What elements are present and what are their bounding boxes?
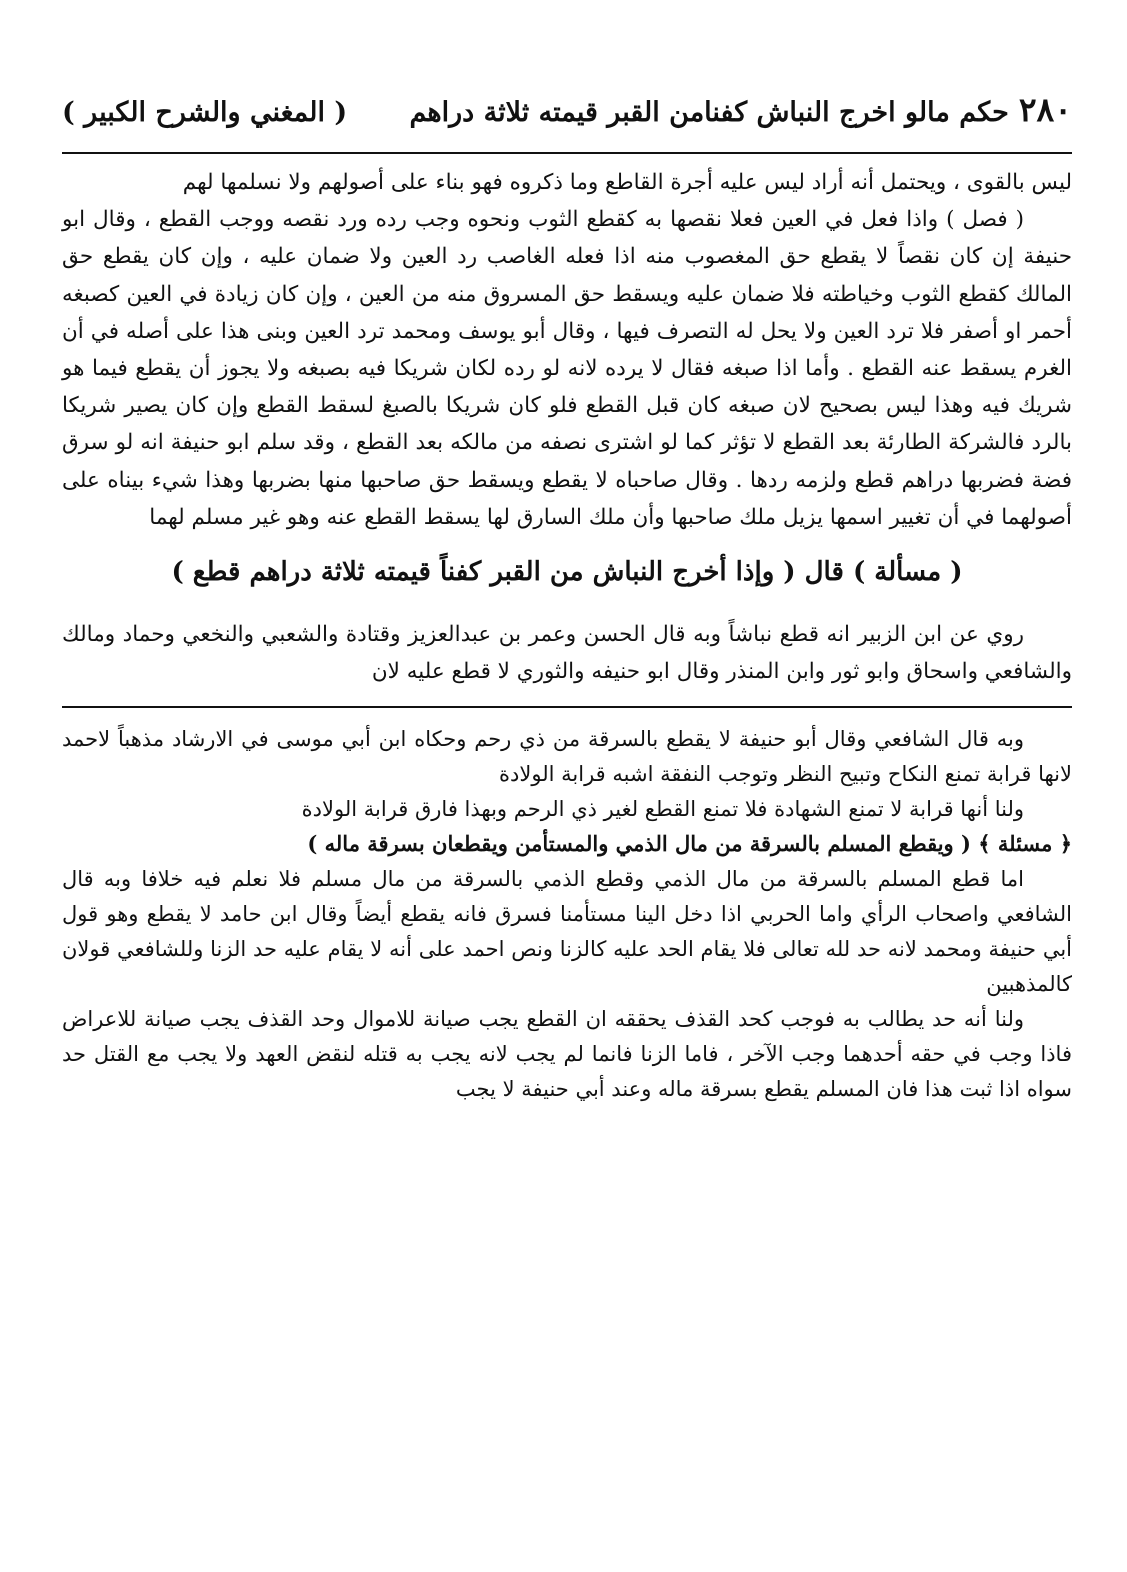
masala-paragraph: روي عن ابن الزبير انه قطع نباشاً وبه قال الحسن وعمر بن عبدالعزيز وقتادة والشعبي والنخعي وحماد ومالك والشافعي واسحاق وابو ثور وابن المنذر وقال ابو حنيفه والثوري لا قطع عليه لان	[62, 622, 1072, 685]
main-paragraph-1: ليس بالقوى ، ويحتمل أنه أراد ليس عليه أجرة القاطع وما ذكروه فهو بناء على أصولهم ولا نسلمها لهم	[182, 170, 1072, 195]
running-title: حكم مالو اخرج النباش كفنامن القبر قيمته ثلاثة دراهم	[409, 97, 1009, 128]
book-title: ( المغني والشرح الكبير )	[62, 97, 348, 128]
masala-heading: ( مسألة ) قال ( وإذا أخرج النباش من القبر كفناً قيمته ثلاثة دراهم قطع )	[171, 557, 963, 588]
fasl-paragraph: ( فصل ) واذا فعل في العين فعلا نقصها به كقطع الثوب ونحوه وجب رده ورد نقصه ووجب القطع ، وقال ابو حنيفة إن كان نقصاً لا يقطع حق المغصوب منه اذا فعله الغاصب رد العين ولا ضمان عليه ، وإن كان يقطع حق المالك كقطع الثوب وخياطته فلا ضمان عليه ويسقط حق المسروق منه من العين ، وإن كان زيادة في العين كصبغه أحمر او أصفر فلا ترد العين ولا يحل له التصرف فيها ، وقال أبو يوسف ومحمد ترد العين وبنى هذا على أصله في أن الغرم يسقط عنه القطع . وأما اذا صبغه فقال لا يرده لانه لو رده لكان شريكا فيه بصبغه ولا يجوز أن يقطع فيما هو شريك فيه وهذا ليس بصحيح لان صبغه كان قبل القطع فلو كان شريكا بالصبغ لسقط القطع وإن كان يصير شريكا بالرد فالشركة الطارئة بعد القطع لا تؤثر كما لو اشترى نصفه من مالكه بعد القطع ، وقد سلم ابو حنيفة انه لو سرق فضة فضربها دراهم قطع ولزمه ردها . وقال صاحباه لا يقطع ويسقط حق صاحبها منها بضربها وهذا شيء بيناه على أصولهما في أن تغيير اسمها يزيل ملك صاحبها وأن ملك السارق لها يسقط القطع عنه وهو غير مسلم لهما	[62, 207, 1072, 530]
book-page	[62, 90, 1072, 1106]
commentary-section	[62, 722, 1072, 1106]
page-number: ٢٨٠	[1018, 90, 1072, 129]
main-text	[62, 164, 1072, 690]
commentary-paragraph-4: ولنا أنه حد يطالب به فوجب كحد القذف يحققه ان القطع يجب صيانة للاموال وحد القذف يجب صيانة للاعراض فاذا وجب في حقه أحدهما وجب الآخر ، فاما الزنا فانما لم يجب لانه يجب به قتله لنقض العهد ولا يجب مع القتل حد سواه اذا ثبت هذا فان المسلم يقطع بسرقة ماله وعند أبي حنيفة لا يجب	[62, 1006, 1072, 1101]
commentary-paragraph-2: ولنا أنها قرابة لا تمنع الشهادة فلا تمنع القطع لغير ذي الرحم وبهذا فارق قرابة الولادة	[301, 797, 1024, 822]
section-divider	[62, 706, 1072, 708]
page-header	[62, 90, 1072, 152]
commentary-masala-heading: ﴿ مسئلة ﴾ ( ويقطع المسلم بالسرقة من مال الذمي والمستأمن ويقطعان بسرقة ماله )	[307, 831, 1072, 857]
commentary-paragraph-3: اما قطع المسلم بالسرقة من مال الذمي وقطع الذمي بالسرقة من مال مسلم فلا نعلم فيه خلافا وبه قال الشافعي واصحاب الرأي واما الحربي اذا دخل الينا مستأمنا فسرق فانه يقطع أيضاً وقال ابن حامد لا يقطع وهو قول أبي حنيفة ومحمد لانه حد لله تعالى فلا يقام الحد عليه كالزنا ونص احمد على أنه لا يقام عليه حد الزنا وللشافعي قولان كالمذهبين	[62, 867, 1072, 996]
commentary-paragraph-1: وبه قال الشافعي وقال أبو حنيفة لا يقطع بالسرقة من ذي رحم وحكاه ابن أبي موسى في الارشاد مذهباً لاحمد لانها قرابة تمنع النكاح وتبيح النظر وتوجب النفقة اشبه قرابة الولادة	[62, 727, 1072, 787]
header-rule	[62, 152, 1072, 154]
